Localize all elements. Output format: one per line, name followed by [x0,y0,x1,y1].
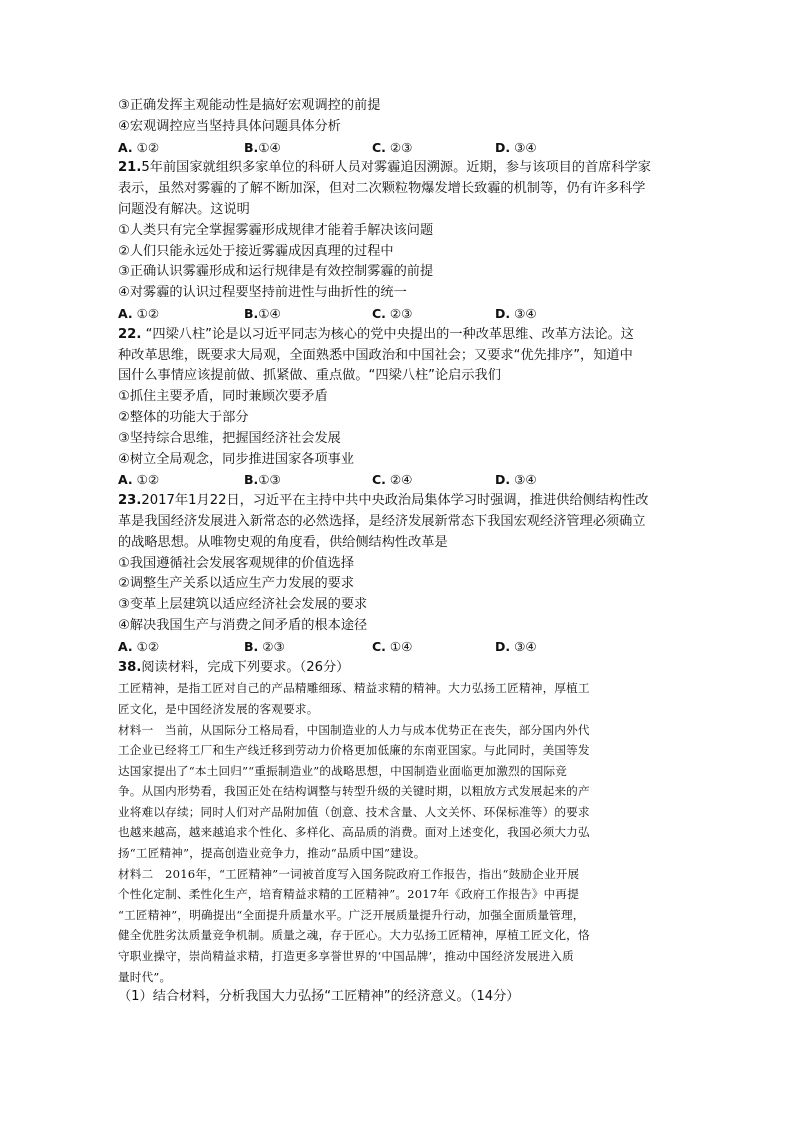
question-23-item-1: ①我国遵循社会发展客观规律的价值选择 [118,555,355,571]
q23-option-c: C. ①④ [372,638,413,654]
question-23-item-2: ②调整生产关系以适应生产力发展的要求 [118,576,355,592]
material-one: 材料一 当前，从国际分工格局看，中国制造业的人力与成本优势正在丧失，部分国内外代 工企业已经将工厂和生产线迁移到劳动力价格更加低廉的东南亚国家。与此同时，美国等发 达国家提出了“本土回归”“重振制造业”的战略思想，中国制造业面临更加激烈的国际竞 争。从国内形势看，我国正处在结构调整与转型升级的关键时期，以粗放方式发展起来的产 业将难以存续；同时人们对产品附加值（创意、技术含量、人文关怀、环保标准等）的要求 也越来越高，越来越追求个性化、多样化、高品质的消费。面对上述变化，我国必须大力弘 扬“工匠精神”，提高创造业竞争力，推动“品质中国”建设。 [118,722,590,861]
question-21-item-4: ④对雾霾的认识过程要坚持前进性与曲折性的统一 [118,285,407,301]
q22-option-c: C. ②④ [372,472,413,488]
question-21-number: 21. [118,160,142,176]
question-21-item-3: ③正确认识雾霾形成和运行规律是有效控制雾霾的前提 [118,264,434,280]
material-two: 材料二 2016年，“工匠精神”一词被首度写入国务院政府工作报告，指出“鼓励企业开展 个性化定制、柔性化生产，培育精益求精的工匠精神”。2017年《政府工作报告》中再提 “工匠精神”，明确提出“全面提升质量水平。广泛开展质量提升行动，加强全面质量管理， 健全优胜劣汰质量竞争机制。质量之魂，存于匠心。大力弘扬工匠精神，厚植工匠文化，恪 守职业操守，崇尚精益求精，打造更多享誉世界的‘中国品牌’，推动中国经济发展进入质 量时代”。 [118,866,590,984]
sub-question-1: （1）结合材料，分析我国大力弘扬“工匠精神”的经济意义。（14分） [118,989,520,1005]
prev-item-4: ④宏观调控应当坚持具体问题具体分析 [118,118,341,134]
question-21-stem: 21.5年前国家就组织多家单位的科研人员对雾霾追因溯源。近期，参与该项目的首席科学家 表示，虽然对雾霾的了解不断加深，但对二次颗粒物爆发增长致霾的机制等，仍有许多科学 问题没有解决。这说明 [118,160,651,217]
q23-option-d: D. ③④ [495,638,537,654]
q21-option-b: B.①④ [244,305,281,321]
question-38-heading: 38.阅读材料，完成下列要求。（26分） [118,659,350,675]
question-23-item-4: ④解决我国生产与消费之间矛盾的根本途径 [118,617,368,633]
question-38-number: 38. [118,659,142,675]
question-23-stem: 23.2017年1月22日，习近平在主持中共中央政治局集体学习时强调，推进供给侧结构性改 革是我国经济发展进入新常态的必然选择，是经济发展新常态下我国宏观经济管理必须确立 的战略思想。从唯物史观的角度看，供给侧结构性改革是 [118,493,649,550]
question-22-number: 22. [118,326,142,342]
prev-option-c: C. ②③ [372,139,413,155]
q21-option-c: C. ②③ [372,305,413,321]
question-22-item-3: ③坚持综合思维，把握国经济社会发展 [118,430,341,446]
question-22-item-1: ①抓住主要矛盾，同时兼顾次要矛盾 [118,389,328,405]
q22-option-b: B.①③ [244,472,281,488]
q22-option-d: D. ③④ [495,472,537,488]
question-22-item-2: ②整体的功能大于部分 [118,409,249,425]
prev-option-d: D. ③④ [495,139,537,155]
question-21-item-2: ②人们只能永远处于接近雾霾成因真理的过程中 [118,243,394,259]
prev-option-b: B.①④ [244,139,281,155]
material-two-label: 材料二 [118,866,154,881]
question-22-stem: 22. “四梁八柱”论是以习近平同志为核心的党中央提出的一种改革思维、改革方法论。这 种改革思维，既要求大局观，全面熟悉中国政治和中国社会；又要求“优先排序”，知道中 国什么事情应该提前做、抓紧做、重点做。“四梁八柱”论启示我们 [118,326,634,384]
q21-option-a: A. ①② [118,305,160,321]
exam-page [118,96,678,1008]
question-21-options [118,304,678,325]
question-23-options [118,637,678,658]
question-23-number: 23. [118,493,142,509]
question-23-item-3: ③变革上层建筑以适应经济社会发展的要求 [118,597,368,613]
q23-option-a: A. ①② [118,638,160,654]
q22-option-a: A. ①② [118,472,160,488]
material-intro: 工匠精神，是指工匠对自己的产品精雕细琢、精益求精的精神。大力弘扬工匠精神，厚植工 匠文化，是中国经济发展的客观要求。 [118,681,590,716]
prev-options [118,138,678,159]
question-22-options [118,470,678,491]
question-22-item-4: ④树立全局观念，同步推进国家各项事业 [118,451,355,467]
q21-option-d: D. ③④ [495,305,537,321]
q23-option-b: B. ②③ [244,638,285,654]
prev-item-3: ③正确发挥主观能动性是搞好宏观调控的前提 [118,98,381,113]
question-21-item-1: ①人类只有完全掌握雾霾形成规律才能着手解决该问题 [118,222,434,238]
prev-option-a: A. ①② [118,139,160,155]
material-one-label: 材料一 [118,722,154,737]
